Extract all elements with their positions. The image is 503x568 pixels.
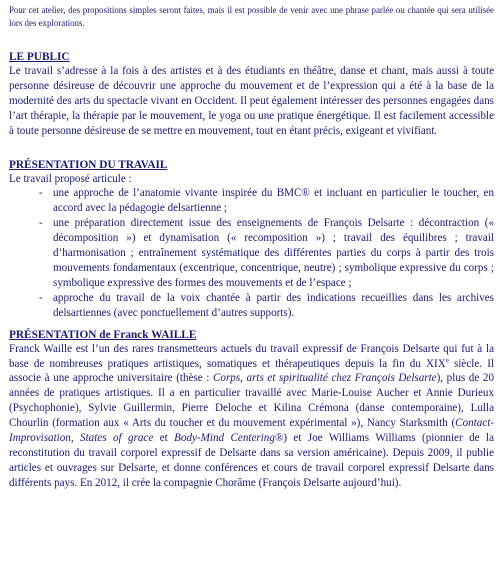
section-title-waille: PRÉSENTATION de Franck WAILLE [9, 328, 197, 341]
bmc-title: Body-Mind Centering® [174, 432, 284, 445]
section-title-public: LE PUBLIC [9, 51, 70, 63]
travail-lead: Le travail proposé articule : [9, 172, 132, 185]
list-item: - une approche de l’anatomie vivante inspirée du BMC® et incluant en particulier le toucher, en accord avec la pédagogie delsartienne ; [39, 186, 494, 216]
section-public [9, 50, 494, 139]
waille-text-4: et [153, 432, 175, 445]
section-waille [9, 328, 494, 491]
thesis-title: Corps, arts et spiritualité chez François Delsarte [213, 372, 437, 385]
waille-text-1: Franck Waille est l’un des rares transmetteurs actuels du travail expressif de François Delsarte qui fut à la base de nombreuses pratiques artistiques, somatiques et thérapeutiques depuis la fin du XIX [9, 342, 494, 370]
waille-text-2: siècle. Il associe à une approche universitaire (thèse : [9, 357, 494, 385]
intro-paragraph: Pour cet atelier, des propositions simples seront faites, mais il est possible de venir avec une phrase parlée ou chantée qui sera utilisée lors des explorations. [9, 5, 494, 28]
travail-list [9, 186, 494, 320]
waille-text-3: ), plus de 20 années de pratiques artistiques. Il a en particulier travaillé avec Marie-Louise Aucher et Annie Durieux (Psychophonie), Sylvie Guillermin, Pierre Deloche et Kilina Crémona (danse contemporaine), Lulla Chourlin (formation aux « Arts du toucher et du mouvement expérimental »), Nancy Starksmith ( [9, 372, 494, 430]
century-superscript: e [445, 355, 449, 364]
section-title-travail: PRÉSENTATION DU TRAVAIL [9, 158, 168, 171]
list-item: - approche du travail de la voix chantée à partir des indications recueillies dans les archives delsartiennes (avec ponctuellement d’autres supports). [39, 291, 494, 321]
waille-text-5: ) et Joe Williams Williams (pionnier de la reconstitution du travail corporel expressif de Delsarte dans sa version américaine). Depuis 2009, il publie articles et ouvrages sur Delsarte, et donne conférences et cours de travail corporel expressif Delsarte dans différents pays. En 2012, il crée la compagnie Chorâme (François Delsarte aujourd’hui). [9, 432, 494, 489]
contact-improvisation-title: Contact-Improvisation, States of grace [9, 417, 494, 445]
list-item: - une préparation directement issue des enseignements de François Delsarte : décontraction (« décomposition ») et dynamisation (« recomposition ») ; travail des équilibres ; travail d’harmonisation ; entraînement systématique des différentes parties du corps à partir des trois mouvements fondamentaux (excentrique, concentrique, neutre) ; symbolique expressive du corps ; symbolique expressive des formes des mouvements et de l’espace ; [39, 216, 494, 291]
section-travail [9, 158, 494, 321]
waille-paragraph [9, 342, 494, 491]
public-paragraph: Le travail s’adresse à la fois à des artistes et à des étudiants en théâtre, danse et chant, mais aussi à toute personne désireuse de découvrir une approche du mouvement et de l’expression qui a été à la base de la modernité des arts du spectacle vivant en Occident. Il peut également intéresser des personnes engagées dans l’art thérapie, la thérapie par le mouvement, le yoga ou une pratique énergétique. Il est facilement accessible à toute personne désireuse de se mettre en mouvement, tout en étant précis, exigeant et vivifiant. [9, 65, 494, 137]
